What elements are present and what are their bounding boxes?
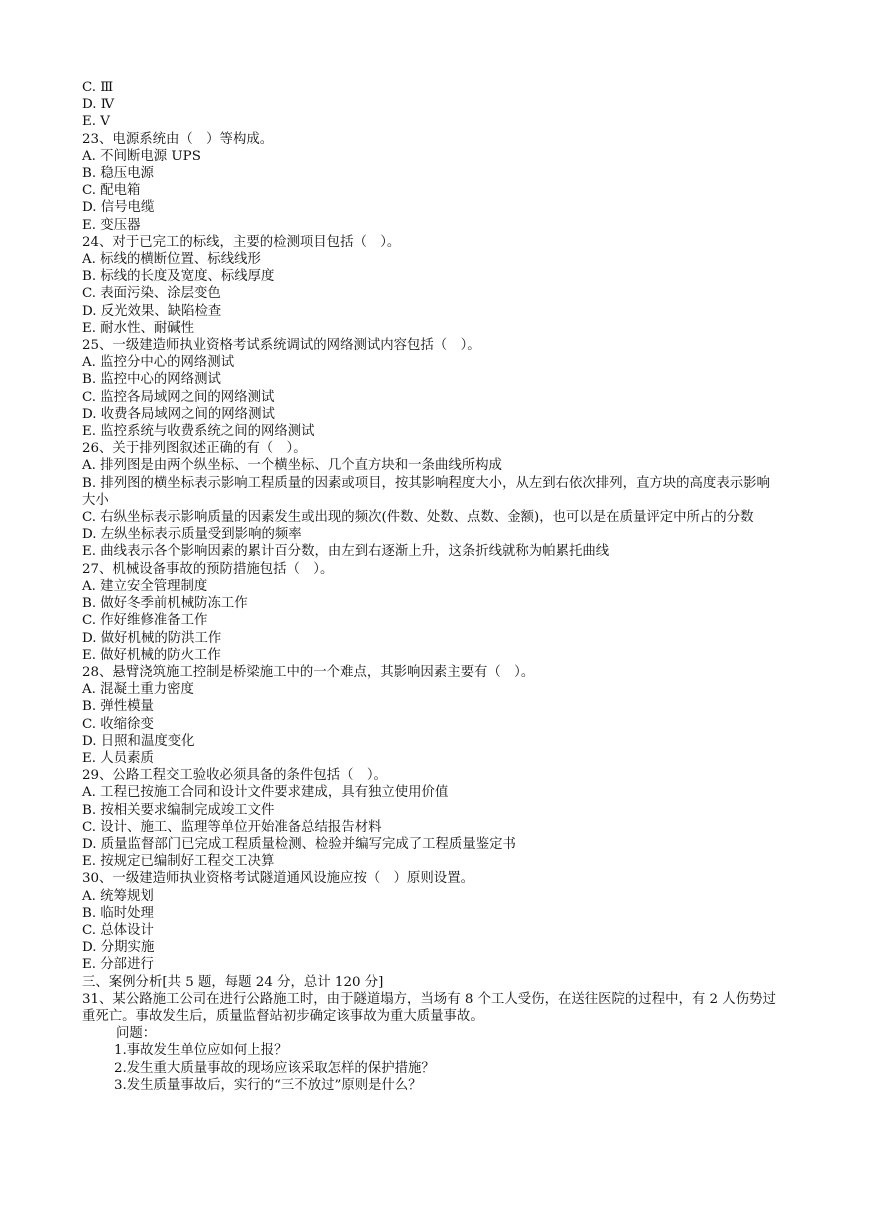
question-text: 25、一级建造师执业资格考试系统调试的网络测试内容包括（ ）。 xyxy=(82,338,481,354)
answer-option: A. 监控分中心的网络测试 xyxy=(82,355,235,371)
question-text: 30、一级建造师执业资格考试隧道通风设施应按（ ）原则设置。 xyxy=(82,871,474,887)
answer-option: C. 作好维修准备工作 xyxy=(82,613,208,629)
answer-option: C. 收缩徐变 xyxy=(82,716,154,732)
sub-question: 3.发生质量事故后，实行的“三不放过”原则是什么？ xyxy=(114,1077,422,1093)
question-text: 24、对于已完工的标线，主要的检测项目包括（ ）。 xyxy=(82,234,401,250)
answer-option: E. Ⅴ xyxy=(82,114,110,130)
answer-option: E. 人员素质 xyxy=(82,750,154,766)
answer-option: D. 日照和温度变化 xyxy=(82,733,195,749)
answer-option: B. 按相关要求编制完成竣工文件 xyxy=(82,802,275,818)
question-text: 23、电源系统由（ ）等构成。 xyxy=(82,131,274,147)
question-text: 31、某公路施工公司在进行公路施工时，由于隧道塌方，当场有 8 个工人受伤，在送往医院的过程中，有 2 人伤势过重死亡。事故发生后，质量监督站初步确定该事故为重大质量事故。 xyxy=(82,991,776,1024)
answer-option: A. 统筹规划 xyxy=(82,888,154,904)
answer-option: E. 按规定已编制好工程交工决算 xyxy=(82,854,275,870)
answer-option: A. 混凝土重力密度 xyxy=(82,682,194,698)
answer-option: C. 右纵坐标表示影响质量的因素发生或出现的频次(件数、处数、点数、金额)，也可以是在质量评定中所占的分数 xyxy=(82,510,754,526)
answer-option: A. 排列图是由两个纵坐标、一个横坐标、几个直方块和一条曲线所构成 xyxy=(82,458,502,474)
answer-option: D. 做好机械的防洪工作 xyxy=(82,630,222,646)
answer-option: A. 建立安全管理制度 xyxy=(82,578,208,594)
document-page xyxy=(82,79,782,1094)
answer-option: E. 变压器 xyxy=(82,217,141,233)
answer-option: D. 收费各局域网之间的网络测试 xyxy=(82,406,275,422)
section-heading: 三、案例分析[共 5 题，每题 24 分，总计 120 分] xyxy=(82,974,384,990)
question-text: 26、关于排列图叙述正确的有（ ）。 xyxy=(82,441,307,457)
answer-option: C. Ⅲ xyxy=(82,80,114,95)
answer-option: D. 质量监督部门已完成工程质量检测、检验并编写完成了工程质量鉴定书 xyxy=(82,836,516,852)
sub-question: 2.发生重大质量事故的现场应该采取怎样的保护措施？ xyxy=(114,1060,435,1076)
answer-option: A. 不间断电源 UPS xyxy=(82,148,201,164)
sub-question: 1.事故发生单位应如何上报？ xyxy=(114,1043,288,1059)
answer-option: D. Ⅳ xyxy=(82,97,115,113)
question-text: 29、公路工程交工验收必须具备的条件包括（ ）。 xyxy=(82,768,387,784)
answer-option: A. 标线的横断位置、标线线形 xyxy=(82,252,261,268)
answer-option: C. 监控各局域网之间的网络测试 xyxy=(82,389,275,405)
answer-option: B. 临时处理 xyxy=(82,905,154,921)
answer-option: E. 监控系统与收费系统之间的网络测试 xyxy=(82,424,315,440)
answer-option: B. 做好冬季前机械防冻工作 xyxy=(82,596,248,612)
answer-option: C. 配电箱 xyxy=(82,183,141,199)
answer-option: E. 耐水性、耐碱性 xyxy=(82,320,195,336)
answer-option: B. 稳压电源 xyxy=(82,166,154,182)
answer-option: E. 做好机械的防火工作 xyxy=(82,647,221,663)
answer-option: D. 反光效果、缺陷检查 xyxy=(82,303,222,319)
question-text: 27、机械设备事故的预防措施包括（ ）。 xyxy=(82,561,334,577)
answer-option: B. 排列图的横坐标表示影响工程质量的因素或项目，按其影响程度大小，从左到右依次排列，直方块的高度表示影响大小 xyxy=(82,475,770,508)
answer-option: D. 分期实施 xyxy=(82,940,155,956)
question-prompt: 问题： xyxy=(116,1026,157,1042)
answer-option: B. 弹性模量 xyxy=(82,699,154,715)
answer-option: C. 设计、施工、监理等单位开始准备总结报告材料 xyxy=(82,819,382,835)
answer-option: E. 分部进行 xyxy=(82,957,154,973)
answer-option: D. 左纵坐标表示质量受到影响的频率 xyxy=(82,527,302,543)
answer-option: B. 标线的长度及宽度、标线厚度 xyxy=(82,269,275,285)
answer-option: E. 曲线表示各个影响因素的累计百分数，由左到右逐渐上升，这条折线就称为帕累托曲线 xyxy=(82,544,610,560)
question-text: 28、悬臂浇筑施工控制是桥梁施工中的一个难点，其影响因素主要有（ ）。 xyxy=(82,664,535,680)
answer-option: B. 监控中心的网络测试 xyxy=(82,372,221,388)
answer-option: C. 总体设计 xyxy=(82,922,154,938)
answer-option: D. 信号电缆 xyxy=(82,200,155,216)
answer-option: C. 表面污染、涂层变色 xyxy=(82,286,221,302)
answer-option: A. 工程已按施工合同和设计文件要求建成，具有独立使用价值 xyxy=(82,785,449,801)
